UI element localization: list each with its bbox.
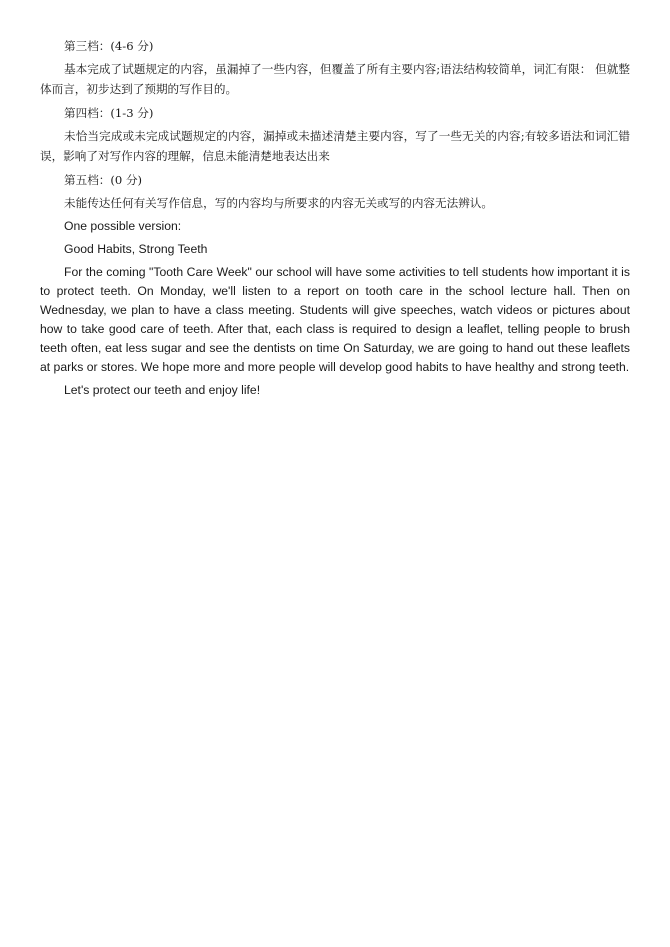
tier5-heading: 第五档：(0 分): [64, 173, 143, 187]
tier4-description: 未恰当完成或未完成试题规定的内容，漏掉或未描述清楚主要内容，写了一些无关的内容;有较多语法和词汇错误，影响了对写作内容的理解，信息未能清楚地表达出来: [40, 129, 630, 163]
tier3-description: 基本完成了试题规定的内容，虽漏掉了一些内容，但覆盖了所有主要内容;语法结构较简单，词汇有限： 但就整体而言，初步达到了预期的写作目的。: [40, 62, 630, 96]
tier4-heading: 第四档：(1-3 分): [64, 106, 154, 120]
tier5-description: 未能传达任何有关写作信息，写的内容均与所要求的内容无关或写的内容无法辨认。: [64, 196, 493, 210]
tier3-heading: 第三档：(4-6 分): [64, 39, 154, 53]
essay-title: Good Habits, Strong Teeth: [64, 242, 208, 256]
sample-intro: One possible version:: [64, 219, 182, 233]
essay-body: For the coming "Tooth Care Week" our school will have some activities to tell students how important it is to protect teeth. On Monday, we'll listen to a report on tooth care in the school lecture hall. Then on Wednesday, we plan to have a class meeting. Students will give speeches, watch videos or pictures about how to take good care of teeth. After that, each class is required to design a leaflet, telling people to brush teeth often, eat less sugar and see the dentists on time On Saturday, we are going to hand out these leaflets at parks or stores. We hope more and more people will develop good habits to have healthy and strong teeth.: [40, 265, 630, 374]
document-page: [40, 36, 630, 404]
essay-closing: Let's protect our teeth and enjoy life!: [64, 383, 261, 397]
